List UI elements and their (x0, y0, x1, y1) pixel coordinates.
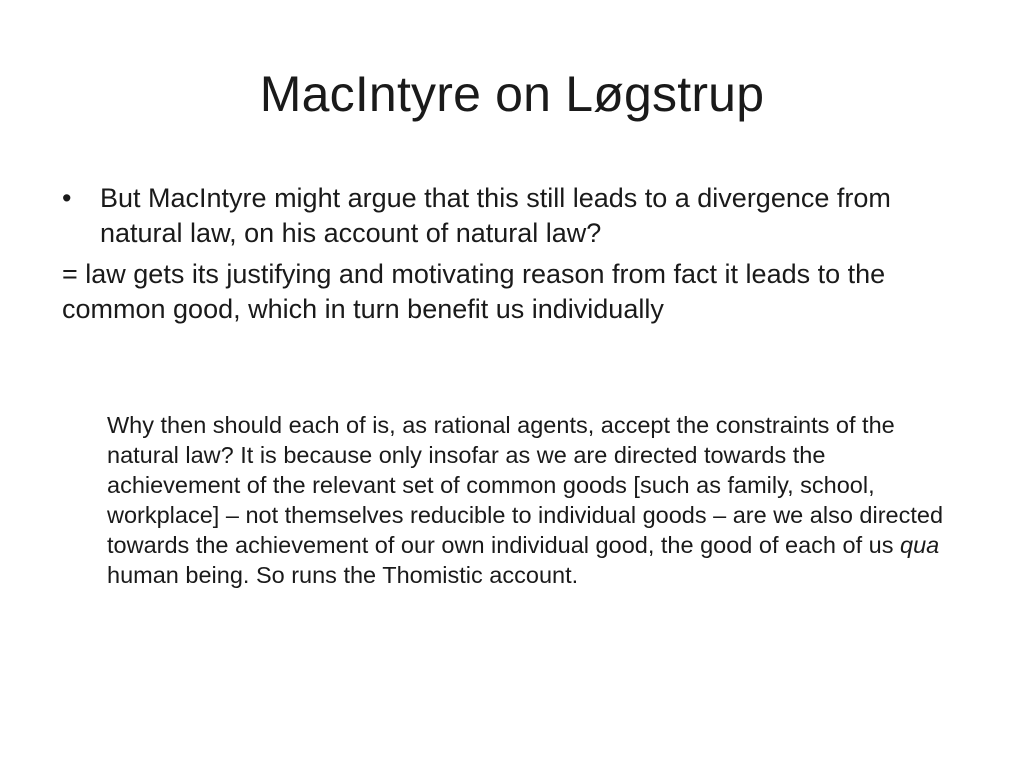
bullet-item (62, 181, 962, 251)
slide-title: MacIntyre on Løgstrup (259, 66, 765, 122)
bullet-text: But MacIntyre might argue that this still leads to a divergence from natural law, on his account of natural law? (100, 183, 891, 248)
quote-text-after: human being. So runs the Thomistic account. (107, 562, 579, 588)
bullet-marker: • (62, 183, 72, 213)
quote-text-before: Why then should each of is, as rational agents, accept the constraints of the natural law? It is because only insofar as we are directed towards the achievement of the relevant set of common goods [such as family, school, workplace] – not themselves reducible to individual goods – are we also directed towards the achievement of our own individual good, the good of each of us (107, 412, 944, 558)
definition-paragraph: = law gets its justifying and motivating reason from fact it leads to the common good, which in turn benefit us individually (62, 259, 886, 324)
quote-block (107, 410, 957, 590)
quote-italic-term: qua (900, 532, 940, 558)
